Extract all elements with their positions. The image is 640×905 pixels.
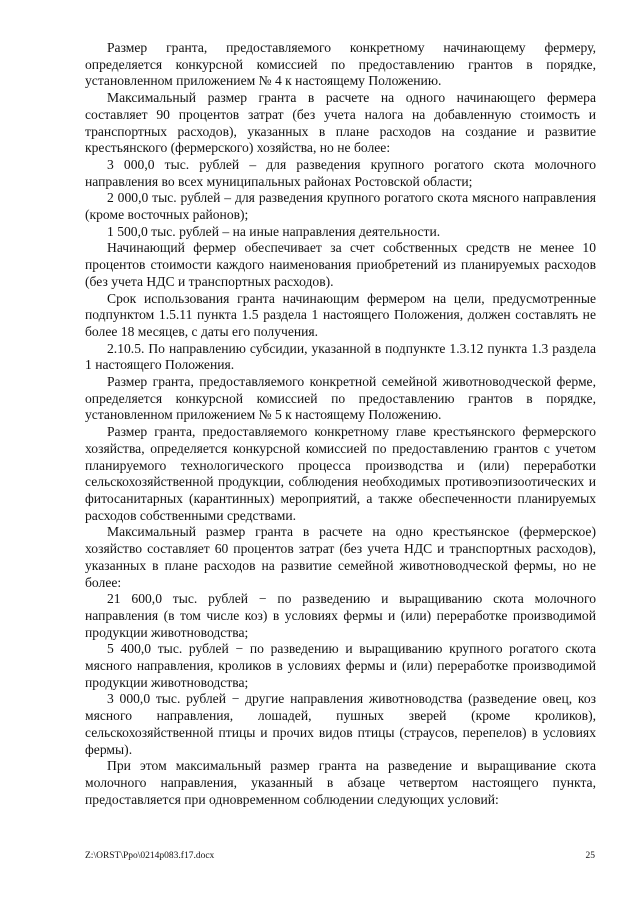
paragraph: При этом максимальный размер гранта на разведение и выращивание скота молочного направления, указанный в абзаце четвертом настоящего пункта, предоставляется при одновременном соблюдении следующих условий: (85, 758, 596, 807)
paragraph: Максимальный размер гранта в расчете на одно крестьянское (фермерское) хозяйство составляет 60 процентов затрат (без учета НДС и транспортных расходов), указанных в плане расходов на развитие семейной животноводческой фермы, но не более: (85, 524, 596, 590)
paragraph: 3 000,0 тыс. рублей − другие направления животноводства (разведение овец, коз мясного направления, лошадей, пушных зверей (кроме кроликов), сельскохозяйственной птицы и прочих видов птицы (страусов, перепелов) в условиях фермы). (85, 691, 596, 757)
paragraph: 2 000,0 тыс. рублей – для разведения крупного рогатого скота мясного направления (кроме восточных районов); (85, 190, 596, 223)
paragraph: Срок использования гранта начинающим фермером на цели, предусмотренные подпунктом 1.5.11 пункта 1.5 раздела 1 настоящего Положения, должен составлять не более 18 месяцев, с даты его получения. (85, 290, 596, 339)
page-number: 25 (585, 851, 595, 861)
paragraph: Начинающий фермер обеспечивает за счет собственных средств не менее 10 процентов стоимости каждого наименования приобретений из планируемых расходов (без учета НДС и транспортных расходов). (85, 240, 596, 289)
document-body (85, 40, 596, 808)
paragraph: 1 500,0 тыс. рублей – на иные направления деятельности. (107, 223, 441, 239)
paragraph: Максимальный размер гранта в расчете на одного начинающего фермера составляет 90 процентов затрат (без учета налога на добавленную стоимость и транспортных расходов), указанных в плане расходов на создание и развитие крестьянского (фермерского) хозяйства, но не более: (85, 90, 596, 156)
paragraph: 21 600,0 тыс. рублей − по разведению и выращиванию скота молочного направления (в том числе коз) в условиях фермы и (или) переработке производимой продукции животноводства; (85, 591, 596, 640)
paragraph: Размер гранта, предоставляемого конкретному главе крестьянского фермерского хозяйства, определяется конкурсной комиссией по предоставлению грантов с учетом планируемого технологического процесса производства и (или) переработки сельскохозяйственной продукции, соблюдения необходимых противоэпизоотических и фитосанитарных (карантинных) мероприятий, а также обеспеченности планируемых расходов собственными средствами. (85, 424, 596, 523)
paragraph: 5 400,0 тыс. рублей − по разведению и выращиванию крупного рогатого скота мясного направления, кроликов в условиях фермы и (или) переработке производимой продукции животноводства; (85, 641, 596, 690)
paragraph: 3 000,0 тыс. рублей – для разведения крупного рогатого скота молочного направления во всех муниципальных районах Ростовской области; (85, 156, 596, 189)
paragraph: Размер гранта, предоставляемого конкретному начинающему фермеру, определяется конкурсной комиссией по предоставлению грантов в порядке, установленном приложением № 4 к настоящему Положению. (85, 40, 596, 89)
file-path: Z:\ORST\Ppo\0214p083.f17.docx (85, 851, 215, 861)
page-footer (85, 851, 595, 861)
paragraph: 2.10.5. По направлению субсидии, указанной в подпункте 1.3.12 пункта 1.3 раздела 1 настоящего Положения. (85, 340, 596, 373)
paragraph: Размер гранта, предоставляемого конкретной семейной животноводческой ферме, определяется конкурсной комиссией по предоставлению грантов в порядке, установленном приложением № 5 к настоящему Положению. (85, 374, 596, 423)
